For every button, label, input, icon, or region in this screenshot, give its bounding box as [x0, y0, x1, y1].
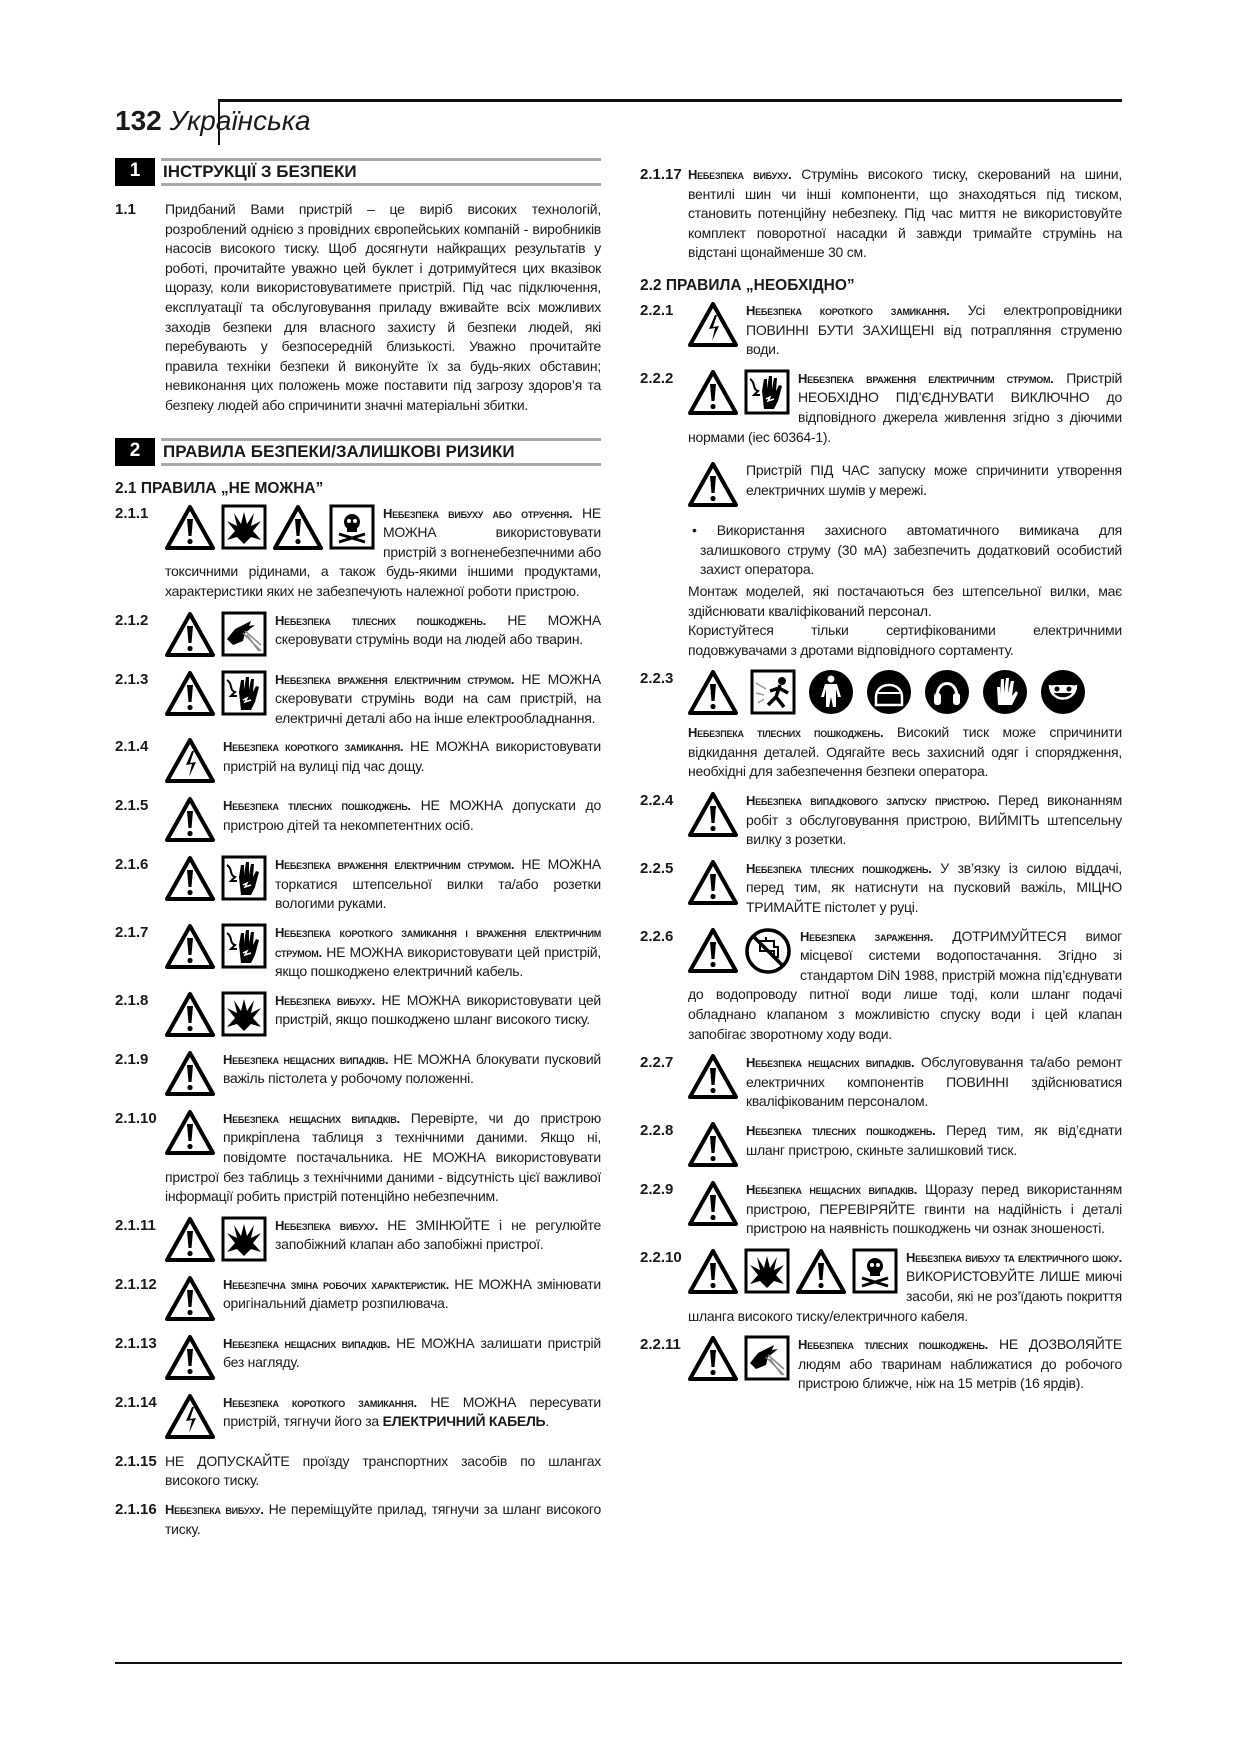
hazard-icons — [165, 1334, 215, 1382]
hazard-title: Небезпека вибуху. — [275, 1217, 378, 1233]
hazard-title: Небезпека нещасних випадків. — [223, 1051, 389, 1067]
item-number: 2.2.2 — [640, 369, 674, 387]
hazard-title: Небезпека враження електричним струмом. — [275, 857, 515, 873]
left-item-list — [115, 504, 601, 1540]
item-number: 2.1.8 — [115, 991, 149, 1009]
item-text: НЕ ДОЗВОЛЯЙТЕ людям або тваринам наближатися до робочого пристрою ближче, ніж на 15 метрів (16 ярдів). — [798, 1336, 1122, 1392]
item-number: 2.1.3 — [115, 670, 149, 688]
section-2-heading — [115, 438, 601, 466]
item-text: НЕ МОЖНА використовувати пристрій на вулиці під час дощу. — [223, 738, 601, 774]
warning-icon — [165, 1275, 215, 1323]
warning-icon — [688, 1180, 738, 1228]
item-text: НЕ МОЖНА використовувати цей пристрій, якщо пошкоджено електричний кабель. — [275, 943, 601, 980]
hazard-icons — [165, 1109, 215, 1157]
safety-item — [640, 165, 1122, 263]
item-text: НЕ МОЖНА торкатися штепсельної вилки та/або розетки вологими руками. — [275, 856, 601, 912]
electric-shock-hand-icon — [221, 670, 267, 718]
item-number: 2.2.10 — [640, 1248, 682, 1266]
hazard-title: Небезпека враження електричним струмом. — [798, 370, 1054, 386]
warning-icon — [688, 369, 738, 417]
hazard-title: Небезпека тілесних пошкоджень. — [223, 798, 411, 814]
safety-item — [115, 670, 601, 729]
safety-item — [640, 1121, 1122, 1171]
warning-icon — [688, 461, 738, 509]
item-number: 2.2.1 — [640, 301, 674, 319]
hazard-icons — [688, 791, 738, 839]
section-title: ПРАВИЛА БЕЗПЕКИ/ЗАЛИШКОВІ РИЗИКИ — [161, 438, 601, 466]
hazard-icons — [165, 670, 267, 718]
electric-shock-hand-icon — [221, 923, 267, 971]
electric-warning-icon — [688, 301, 738, 349]
hazard-title: Небезпека короткого замикання. — [223, 739, 404, 755]
item-number: 2.1.14 — [115, 1393, 157, 1411]
electric-shock-hand-icon — [221, 855, 267, 903]
item-text: Не переміщуйте прилад, тягнучи за шланг високого тиску. — [165, 1501, 601, 1537]
hazard-title: Небезпечна зміна робочих характеристик. — [223, 1276, 450, 1292]
item-number: 2.1.9 — [115, 1050, 149, 1068]
safety-item — [640, 669, 1122, 782]
section-number: 2 — [115, 438, 155, 466]
protective-suit-icon — [808, 669, 854, 717]
hazard-icons — [165, 1216, 267, 1264]
safety-item — [115, 611, 601, 661]
section-1-heading — [115, 158, 601, 186]
footer-rule — [115, 1662, 1122, 1664]
safety-item — [640, 1335, 1122, 1394]
warning-icon — [688, 791, 738, 839]
hazard-title: Небезпека зараження. — [800, 928, 934, 944]
warning-icon — [165, 1216, 215, 1264]
hazard-title: Небезпека випадкового запуску пристрою. — [746, 793, 990, 809]
item-text: ДОТРИМУЙТЕСЯ вимог місцевої системи водопостачання. Згідно зі стандартом DiN 1988, пристрій можна під’єднувати до водопроводу питної води лише тоді, коли шланг подачі обладнано клапаном з можливістю спуску води і цей клапан запобігає зворотному ходу води. — [688, 927, 1122, 1042]
hazard-title: Небезпека нещасних випадків. — [746, 1055, 915, 1071]
item-number: 2.1.7 — [115, 924, 149, 942]
warning-icon — [165, 991, 215, 1039]
hazard-title: Небезпека вибуху. — [165, 1502, 264, 1517]
warning-icon — [165, 611, 215, 659]
item-text: НЕ МОЖНА залишати пристрій без нагляду. — [223, 1334, 601, 1371]
warning-icon — [165, 1334, 215, 1382]
hazard-title: Небезпека вибуху та електричного шоку. — [906, 1249, 1122, 1265]
header-rule — [218, 99, 1122, 102]
warning-icon — [796, 1248, 846, 1296]
warning-icon — [688, 669, 738, 717]
hazard-icons — [688, 1248, 898, 1296]
warning-icon — [688, 927, 738, 975]
paragraph-text: Придбаний Вами пристрій – це виріб високих технологій, розроблений однією з провідних європейських компаній - виробників насосів високого тиску. Щоб досягнути найкращих результатів у роботі, прочитайте уважно цей буклет і дотримуйтеся цих вказівок щоразу, коли використовуватимете пристрій. Під час підключення, експлуатації та обслуговування приладу вживайте всіх можливих заходів безпеки для власного захисту й безпеки людей, які перебувають у безпосередній близькості. Уважно прочитайте правила техніки безпеки й виконуйте їх за будь-яких обставин; невиконання цих положень може поставити під загрозу здоров’я та безпеку людей або спричинити значні матеріальні збитки. — [165, 201, 601, 413]
safety-item — [115, 1334, 601, 1384]
safety-item — [640, 1180, 1122, 1239]
item-number: 2.1.4 — [115, 738, 149, 756]
item-number: 2.2.3 — [640, 670, 674, 688]
electric-shock-hand-icon — [744, 369, 790, 417]
safety-item — [640, 791, 1122, 850]
warning-icon — [273, 504, 323, 552]
toxic-icon — [329, 504, 375, 552]
warning-icon — [688, 1248, 738, 1296]
flying-parts-icon — [750, 669, 796, 717]
item-number: 2.2.8 — [640, 1121, 674, 1139]
item-text: Обслуговування та/або ремонт електричних компонентів ПОВИННІ здійснюватися кваліфікованим персоналом. — [746, 1054, 1122, 1110]
gloves-icon — [982, 669, 1028, 717]
injury-spray-icon — [221, 611, 267, 659]
item-number: 2.1.6 — [115, 856, 149, 874]
safety-item — [115, 1275, 601, 1325]
item-number: 2.1.10 — [115, 1109, 157, 1127]
hazard-icons — [165, 1393, 215, 1441]
note-text: Пристрій ПІД ЧАС запуску може спричинити утворення електричних шумів у мережі. — [746, 462, 1122, 498]
paragraph: Користуйтеся тільки сертифікованими електричними подовжувачами з дротами відповідного сортаменту. — [688, 622, 1122, 658]
electric-warning-icon — [165, 1393, 215, 1441]
hazard-title: Небезпека вибуху. — [275, 992, 376, 1008]
right-item-list-top — [640, 165, 1122, 263]
hazard-icons — [165, 1050, 215, 1098]
safety-item — [115, 1216, 601, 1266]
item-number: 2.2.9 — [640, 1180, 674, 1198]
item-text: Усі електропровідники ПОВИННІ БУТИ ЗАХИЩЕНІ від потрапляння струменю води. — [746, 301, 1122, 358]
item-number: 2.1.12 — [115, 1275, 157, 1293]
hazard-title: Небезпека вибуху або отруєння. — [383, 505, 573, 521]
warning-icon — [165, 1109, 215, 1157]
helmet-icon — [866, 669, 912, 717]
safety-item — [640, 1248, 1122, 1326]
warning-icon — [165, 670, 215, 718]
hazard-icons — [688, 1180, 738, 1228]
safety-item — [640, 859, 1122, 918]
hazard-icons — [688, 669, 1114, 717]
hazard-title: Небезпека тілесних пошкоджень. — [746, 1122, 936, 1138]
safety-item — [115, 796, 601, 846]
hazard-icons — [165, 611, 267, 659]
note — [688, 461, 1122, 511]
item-number: 2.1.13 — [115, 1334, 157, 1352]
warning-icon — [165, 923, 215, 971]
explosion-icon — [744, 1248, 790, 1296]
item-text: НЕ МОЖНА пересувати пристрій, тягнучи його за — [223, 1393, 602, 1430]
section-number: 1 — [115, 158, 155, 186]
subsection-2-1-heading: 2.1 ПРАВИЛА „НЕ МОЖНА” — [115, 479, 324, 497]
item-text-tail: . — [545, 1413, 549, 1430]
item-text: У зв’язку із силою віддачі, перед тим, як натиснути на пусковий важіль, МІЦНО ТРИМАЙТЕ пістолет у руці. — [746, 859, 1122, 916]
bullet-text: • Використання захисного автоматичного вимикача для залишкового струму (30 мА) забезпечить додатковий особистий захист оператора. — [692, 522, 1122, 578]
hazard-title: Небезпека короткого замикання і враження електричним струмом. — [275, 925, 601, 960]
right-column — [640, 165, 1122, 1403]
page-header — [115, 104, 311, 138]
item-number: 2.2.6 — [640, 927, 674, 945]
page-language: Українська — [169, 105, 311, 136]
hazard-title: Небезпека тілесних пошкоджень. — [798, 1337, 989, 1353]
explosion-icon — [221, 504, 267, 552]
paragraph: Монтаж моделей, які постачаються без штепсельної вилки, має здійснювати кваліфікований персонал. — [688, 582, 1122, 619]
item-text: Щоразу перед використанням пристрою, ПЕРЕВІРЯЙТЕ гвинти на надійність і деталі пристрою на наявність пошкоджень чи ознак зношеності. — [746, 1180, 1122, 1237]
safety-item — [640, 301, 1122, 360]
safety-item — [640, 927, 1122, 1045]
item-number: 2.1.16 — [115, 1501, 157, 1518]
item-number: 2.2.7 — [640, 1054, 674, 1072]
item-text: НЕ МОЖНА скеровувати струмінь води на людей або тварин. — [275, 611, 601, 648]
item-number: 1.1 — [115, 201, 136, 218]
safety-item — [115, 1109, 601, 1207]
safety-item — [115, 855, 601, 914]
hazard-icons — [688, 369, 790, 417]
safety-item — [640, 369, 1122, 661]
goggles-icon — [1040, 669, 1086, 717]
hazard-icons — [165, 923, 267, 971]
safety-item — [115, 923, 601, 982]
item-text: Пристрій НЕОБХІДНО ПІД’ЄДНУВАТИ ВИКЛЮЧНО до відповідного джерела живлення згідно з діючими нормами (iec 60364-1). — [688, 369, 1123, 445]
hazard-icons — [688, 301, 738, 349]
electric-warning-icon — [165, 737, 215, 785]
warning-icon — [688, 1053, 738, 1101]
warning-icon — [688, 1335, 738, 1383]
no-tap-water-icon — [744, 927, 792, 975]
explosion-icon — [221, 991, 267, 1039]
item-number: 2.1.11 — [115, 1216, 156, 1234]
right-item-list — [640, 301, 1122, 1394]
hazard-title: Небезпека нещасних випадків. — [223, 1335, 391, 1351]
hazard-title: Небезпека тілесних пошкоджень. — [688, 725, 884, 741]
safety-item — [115, 1393, 601, 1443]
hazard-icons — [165, 855, 267, 903]
hazard-title: Небезпека вибуху. — [688, 167, 792, 182]
item-number: 2.2.5 — [640, 859, 674, 877]
warning-icon — [688, 859, 738, 907]
item-text: НЕ ЗМІНЮЙТЕ і не регулюйте запобіжний клапан або запобіжні пристрої. — [275, 1216, 601, 1253]
hazard-icons — [165, 1275, 215, 1323]
hazard-icons — [688, 1121, 738, 1169]
safety-item — [640, 1053, 1122, 1112]
hazard-icons — [165, 737, 215, 785]
hazard-title: Небезпека тілесних пошкоджень. — [746, 860, 932, 876]
item-text: НЕ МОЖНА скеровувати струмінь води на сам пристрій, на електричні деталі або на інше електрообладнання. — [275, 670, 601, 726]
ear-protection-icon — [924, 669, 970, 717]
safety-item — [115, 991, 601, 1041]
item-text: Перед тим, як від’єднати шланг пристрою, скиньте залишковий тиск. — [746, 1121, 1122, 1158]
item-text: Високий тиск може спричинити відкидання деталей. Одягайте весь захисний одяг і спорядження, необхідні для забезпечення безпеки оператора. — [688, 724, 1122, 780]
note-icons — [688, 461, 738, 509]
safety-item — [115, 1050, 601, 1100]
item-number: 2.1.5 — [115, 797, 149, 815]
explosion-icon — [221, 1216, 267, 1264]
toxic-icon — [852, 1248, 898, 1296]
hazard-title: Небезпека короткого замикання. — [223, 1394, 417, 1410]
item-text: НЕ МОЖНА допускати до пристрою дітей та некомпетентних осіб. — [223, 797, 601, 833]
hazard-title: Небезпека тілесних пошкоджень. — [275, 612, 486, 628]
injury-spray-icon — [744, 1335, 790, 1383]
item-number: 2.2.11 — [640, 1336, 681, 1354]
subsection-2-2-heading: 2.2 ПРАВИЛА „НЕОБХІДНО” — [640, 276, 855, 294]
warning-icon — [165, 1050, 215, 1098]
hazard-icons — [688, 927, 792, 975]
item-text: НЕ МОЖНА використовувати пристрій з вогненебезпечними або токсичними рідинами, а також будь-якими іншими продуктами, характеристики яких не забезпечують належної роботи пристрою. — [165, 504, 601, 599]
item-text: НЕ ДОПУСКАЙТЕ проїзду транспортних засобів по шлангах високого тиску. — [165, 1452, 601, 1489]
hazard-icons — [688, 1053, 738, 1101]
safety-item — [115, 504, 601, 602]
item-number: 2.1.1 — [115, 504, 149, 522]
item-text: Перевірте, чи до пристрою прикріплена таблиця з технічними даними. Якщо ні, повідомте постачальника. НЕ МОЖНА використовувати пристрої без таблиць з технічними даними - відсутність цієї важливої інформації робить пристрій потенційно небезпечним. — [165, 1109, 601, 1205]
paragraph-1-1 — [115, 200, 601, 416]
item-text: Перед виконанням робіт з обслуговування пристрою, ВИЙМІТЬ штепсельну вилку з розетки. — [746, 792, 1122, 848]
item-number: 2.1.15 — [115, 1452, 157, 1470]
item-number: 2.1.17 — [640, 166, 682, 183]
hazard-title: Небезпека враження електричним струмом. — [275, 671, 515, 687]
safety-item — [115, 1452, 601, 1491]
page-number: 132 — [115, 105, 162, 136]
item-text: НЕ МОЖНА змінювати оригінальний діаметр розпилювача. — [223, 1275, 601, 1312]
hazard-title: Небезпека нещасних випадків. — [223, 1110, 400, 1126]
item-number: 2.2.4 — [640, 792, 674, 810]
item-text: ВИКОРИСТОВУЙТЕ ЛИШЕ миючі засоби, які не роз’їдають покриття шланга високого тиску/електричного кабеля. — [688, 1268, 1122, 1324]
warning-icon — [165, 504, 215, 552]
hazard-icons — [165, 796, 215, 844]
safety-item — [115, 1500, 601, 1539]
item-text: НЕ МОЖНА блокувати пусковий важіль пістолета у робочому положенні. — [223, 1050, 601, 1087]
item-text: Струмінь високого тиску, скерований на шини, вентилі шин чи інші компоненти, що знаходяться під тиском, становить потенційну небезпеку. Під час миття не використовуйте комплект поворотної насадки й завжди тримайте струмінь на відстані щонайменше 30 см. — [688, 166, 1122, 261]
safety-item — [115, 737, 601, 787]
warning-icon — [165, 855, 215, 903]
hazard-icons — [688, 859, 738, 907]
left-column — [115, 158, 601, 1548]
item-number: 2.1.2 — [115, 611, 149, 629]
hazard-icons — [688, 1335, 790, 1383]
warning-icon — [688, 1121, 738, 1169]
hazard-icons — [165, 504, 375, 552]
hazard-title: Небезпека короткого замикання. — [746, 302, 950, 318]
hazard-title: Небезпека нещасних випадків. — [746, 1181, 918, 1197]
item-emphasis: ЕЛЕКТРИЧНИЙ КАБЕЛЬ — [382, 1413, 546, 1430]
item-text: НЕ МОЖНА використовувати цей пристрій, якщо пошкоджено шланг високого тиску. — [275, 991, 601, 1028]
warning-icon — [165, 796, 215, 844]
hazard-icons — [165, 991, 267, 1039]
section-title: ІНСТРУКЦІЇ З БЕЗПЕКИ — [161, 158, 601, 186]
